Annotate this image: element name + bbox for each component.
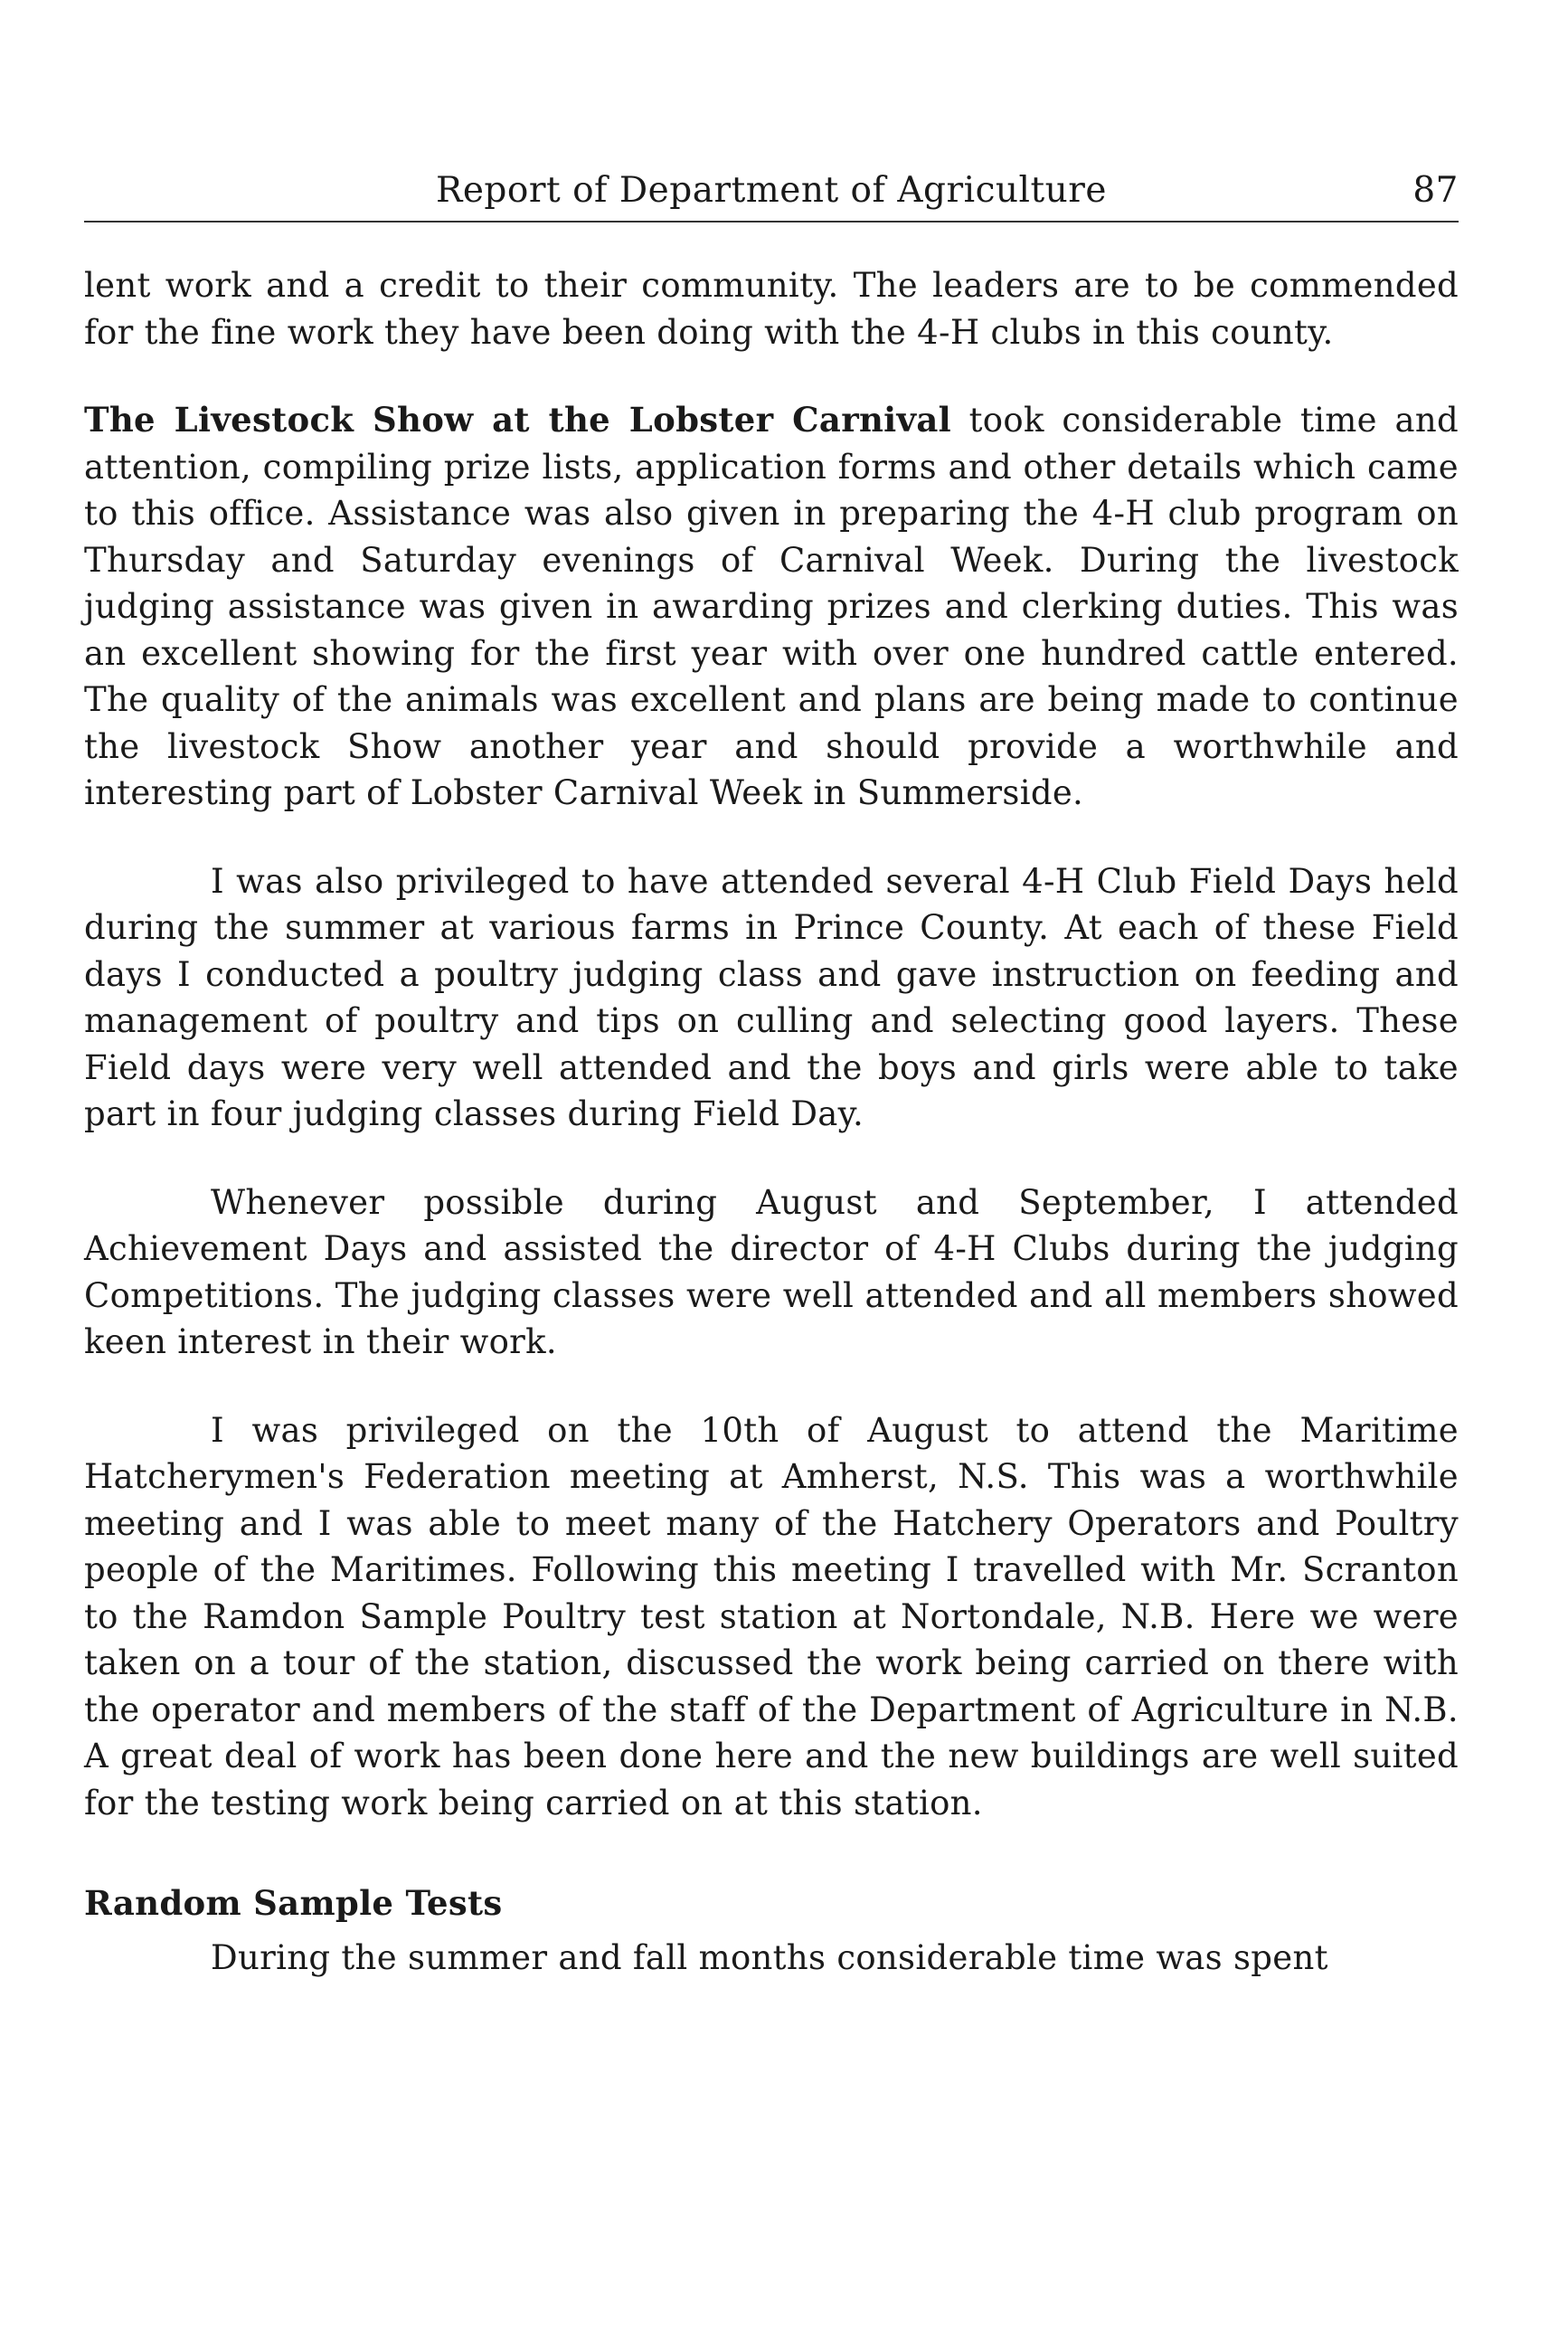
header-rule (84, 221, 1459, 222)
paragraph-achievement-days: Whenever possible during August and September, I attended Achievement Days and assisted the director of 4-H Clubs during the judging Competitions. The judging classes were well attended and all members showed keen interest in their work. (84, 1182, 1459, 1361)
paragraph-text: took considerable time and attention, compiling prize lists, application forms and other details which came to this office. Assistance was also given in preparing the 4-H club program on Thursday and Saturday evenings of Carnival Week. During the livestock judging assistance was given in awarding prizes and clerking duties. This was an excellent showing for the first year with over one hundred cattle entered. The quality of the animals was excellent and plans are being made to continue the livestock Show another year and should provide a worthwhile and interesting part of Lobster Carnival Week in Summerside. (84, 401, 1459, 812)
page-number: 87 (1412, 170, 1459, 211)
paragraph-lead-bold: The Livestock Show at the Lobster Carnival (84, 400, 951, 440)
paragraph-livestock-show (84, 397, 1459, 817)
paragraph-hatcherymen-meeting: I was privileged on the 10th of August to attend the Maritime Hatcherymen's Federation meeting at Amherst, N.S. This was a worthwhile meeting and I was able to meet many of the Hatchery Operators and Poultry people of the Maritimes. Following this meeting I travelled with Mr. Scranton to the Ramdon Sample Poultry test station at Nortondale, N.B. Here we were taken on a tour of the station, discussed the work being carried on there with the operator and members of the staff of the Department of Agriculture in N.B. A great deal of work has been done here and the new buildings are well suited for the testing work being carried on at this station. (84, 1410, 1459, 1822)
paragraph-continuation: lent work and a credit to their community. The leaders are to be commended for the fine work they have been doing with the 4-H clubs in this county. (84, 266, 1459, 352)
running-header (84, 163, 1459, 217)
paragraph-random-sample: During the summer and fall months considerable time was spent (211, 1937, 1328, 1977)
header-title: Report of Department of Agriculture (435, 170, 1108, 211)
paragraph-field-days: I was also privileged to have attended several 4-H Club Field Days held during the summer at various farms in Prince County. At each of these Field days I conducted a poultry judging class and gave instruction on feeding and management of poultry and tips on culling and selecting good layers. These Field days were very well attended and the boys and girls were able to take part in four judging classes during Field Day. (84, 861, 1459, 1133)
section-heading: Random Sample Tests (84, 1883, 503, 1923)
document-body (84, 262, 1459, 1981)
document-page (84, 163, 1459, 1981)
